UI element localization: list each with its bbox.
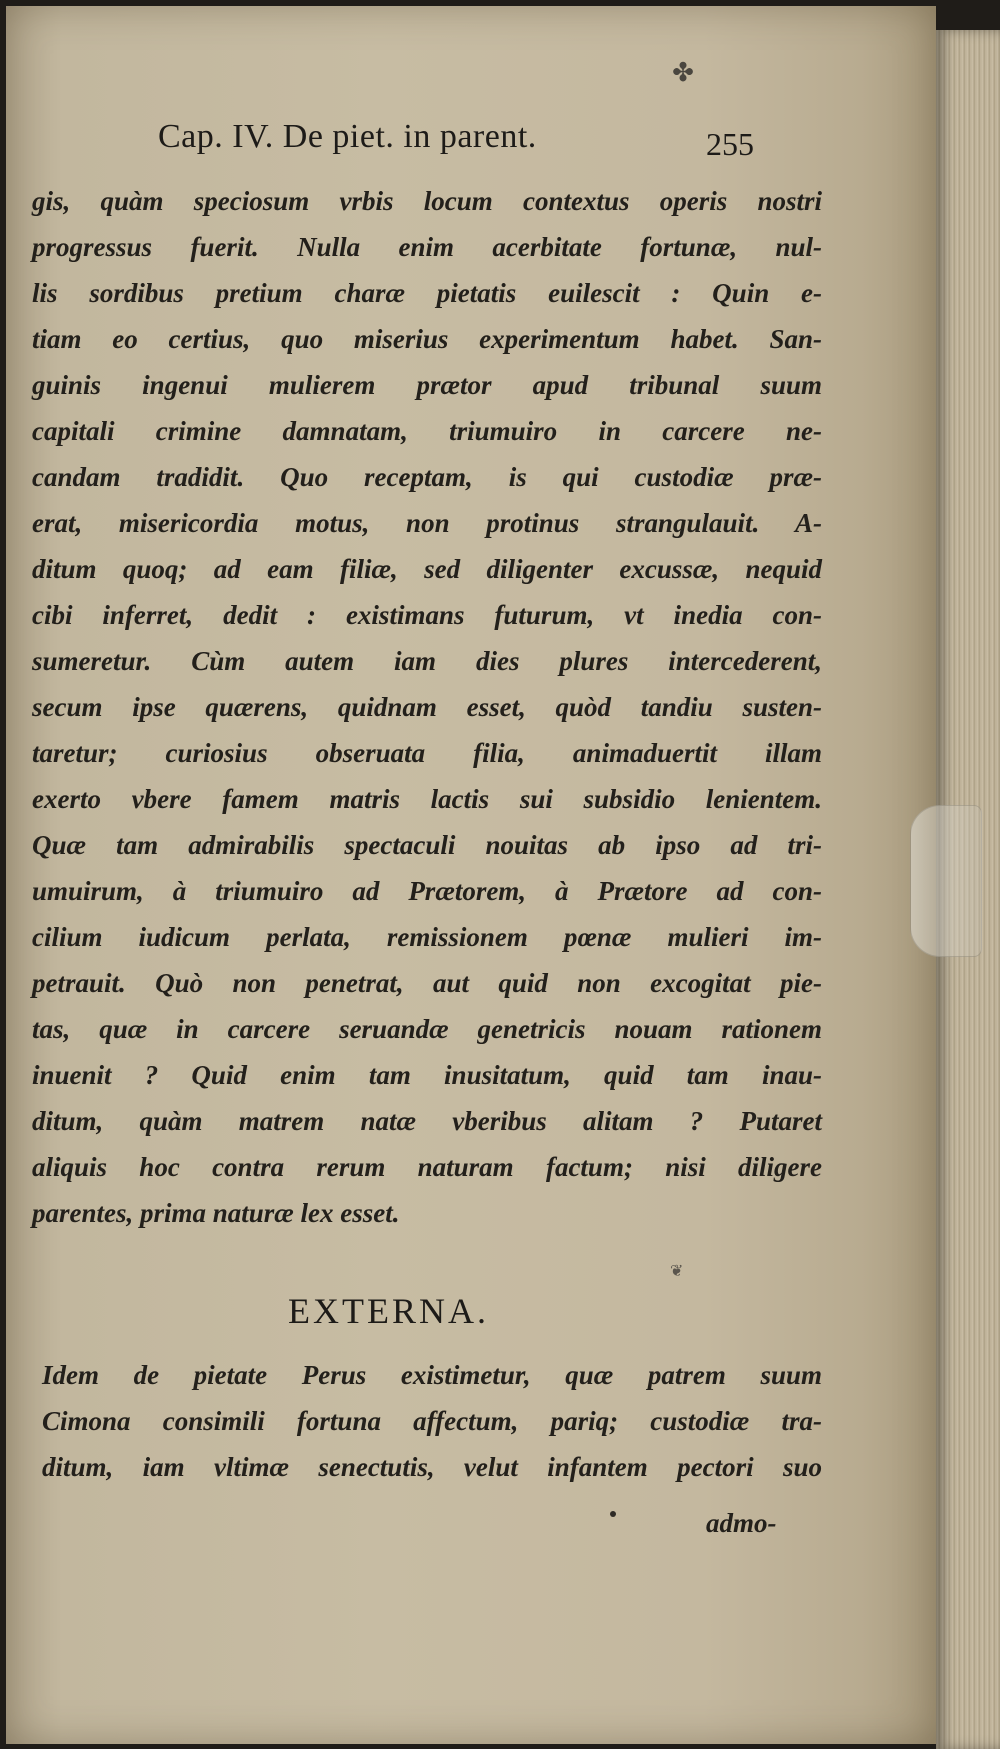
text-line: aliquis hoc contra rerum naturam factum; nisi diligere	[32, 1152, 822, 1182]
text-line: erat, misericordia motus, non protinus strangulauit. A-	[32, 508, 822, 538]
text-line: tas, quæ in carcere seruandæ genetricis nouam rationem	[32, 1014, 822, 1044]
main-text-block	[32, 178, 822, 1236]
text-line: exerto vbere famem matris lactis sui subsidio lenientem.	[32, 784, 822, 814]
ornament-icon: ❦	[670, 1261, 684, 1280]
page-clip	[910, 805, 982, 957]
text-line: umuirum, à triumuiro ad Prætorem, à Prætore ad con-	[32, 876, 822, 906]
text-line: capitali crimine damnatam, triumuiro in carcere ne-	[32, 416, 822, 446]
text-line: ditum quoq; ad eam filiæ, sed diligenter excussæ, nequid	[32, 554, 822, 584]
text-line: Quæ tam admirabilis spectaculi nouitas ab ipso ad tri-	[32, 830, 822, 860]
text-line: lis sordibus pretium charæ pietatis euilescit : Quin e-	[32, 278, 822, 308]
text-line: candam tradidit. Quo receptam, is qui custodiæ præ-	[32, 462, 822, 492]
text-line: ditum, iam vltimæ senectutis, velut infantem pectori suo	[42, 1452, 822, 1482]
text-line: sumeretur. Cùm autem iam dies plures intercederent,	[32, 646, 822, 676]
ink-speck	[610, 1511, 616, 1517]
text-line: tiam eo certius, quo miserius experimentum habet. San-	[32, 324, 822, 354]
text-line: parentes, prima naturæ lex esset.	[32, 1198, 400, 1228]
page-number: 255	[706, 126, 754, 162]
ornament-icon: ✤	[672, 58, 694, 88]
text-line: cibi inferret, dedit : existimans futurum, vt inedia con-	[32, 600, 822, 630]
running-head: Cap. IV. De piet. in parent.	[158, 118, 537, 155]
text-line: inuenit ? Quid enim tam inusitatum, quid tam inau-	[32, 1060, 822, 1090]
text-line: gis, quàm speciosum vrbis locum contextus operis nostri	[32, 186, 822, 216]
text-line: Cimona consimili fortuna affectum, pariq; custodiæ tra-	[42, 1406, 822, 1436]
text-line: petrauit. Quò non penetrat, aut quid non excogitat pie-	[32, 968, 822, 998]
text-line: taretur; curiosius obseruata filia, animaduertit illam	[32, 738, 822, 768]
text-line: secum ipse quærens, quidnam esset, quòd tandiu susten-	[32, 692, 822, 722]
text-line: cilium iudicum perlata, remissionem pœnæ mulieri im-	[32, 922, 822, 952]
text-line: progressus fuerit. Nulla enim acerbitate fortunæ, nul-	[32, 232, 822, 262]
text-line: guinis ingenui mulierem prætor apud tribunal suum	[32, 370, 822, 400]
text-line: Idem de pietate Perus existimetur, quæ patrem suum	[42, 1360, 822, 1390]
section-heading: EXTERNA.	[288, 1291, 489, 1331]
text-line: ditum, quàm matrem natæ vberibus alitam ? Putaret	[32, 1106, 822, 1136]
book-page	[6, 6, 936, 1744]
section-text-block	[42, 1352, 822, 1490]
catchword: admo-	[706, 1508, 777, 1538]
